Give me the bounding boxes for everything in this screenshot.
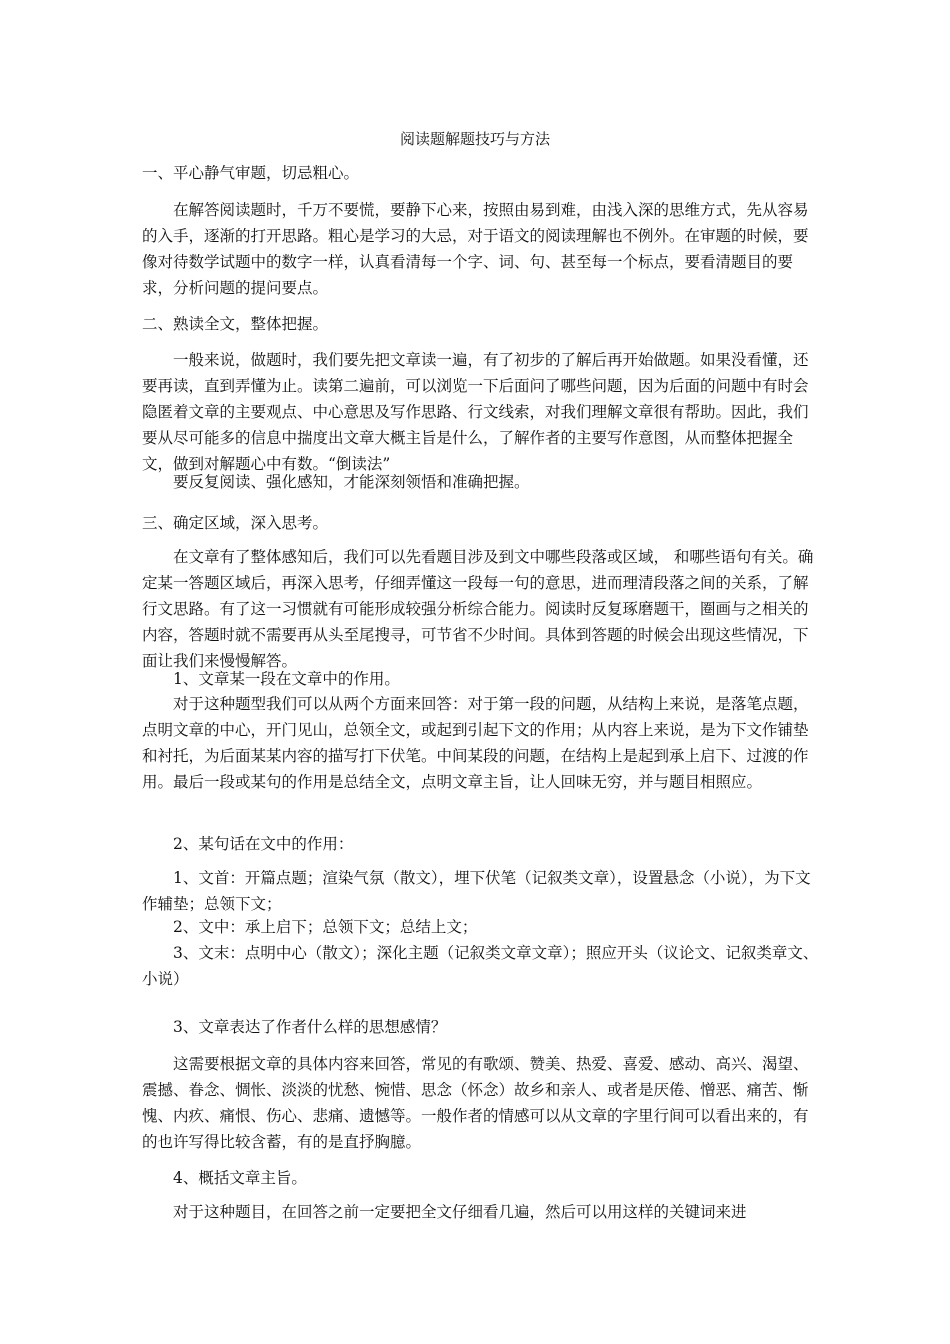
question-2-item-2: 2、文中：承上启下；总领下文；总结上文； bbox=[173, 918, 478, 936]
section-1-heading: 一、平心静气审题，切忌粗心。 bbox=[142, 164, 360, 182]
document-title: 阅读题解题技巧与方法 bbox=[399, 130, 550, 148]
question-4-paragraph: 对于这种题目，在回答之前一定要把全文仔细看几遍，然后可以用这样的关键词来进 bbox=[173, 1203, 747, 1221]
section-3-paragraph: 在文章有了整体感知后，我们可以先看题目涉及到文中哪些段落或区域， 和哪些语句有关。确定某一答题区域后，再深入思考，仔细弄懂这一段每一句的意思，进而理清段落之间的关系，了解行文思路。有了这一习惯就有可能形成较强分析综合能力。阅读时反复琢磨题干，圈画与之相关的内容，答题时就不需要再从头至尾搜寻，可节省不少时间。具体到答题的时候会出现这些情况，下面让我们来慢慢解答。 bbox=[142, 548, 814, 670]
question-2-item-1: 1、文首：开篇点题；渲染气氛（散文），埋下伏笔（记叙类文章），设置悬念（小说），为下文作辅垫；总领下文； bbox=[142, 869, 811, 913]
question-2-item-3: 3、文末：点明中心（散文）；深化主题（记叙类文章文章）；照应开头（议论文、记叙类章文、小说） bbox=[142, 944, 819, 988]
question-4-heading: 4、概括文章主旨。 bbox=[173, 1169, 307, 1187]
section-2-paragraph-2: 要反复阅读、强化感知，才能深刻领悟和准确把握。 bbox=[173, 473, 530, 491]
question-3-paragraph: 这需要根据文章的具体内容来回答，常见的有歌颂、赞美、热爱、喜爱、感动、高兴、渴望、震撼、眷念、惆怅、淡淡的忧愁、惋惜、思念（怀念）故乡和亲人、或者是厌倦、憎恶、痛苦、惭愧、内疚、痛恨、伤心、悲痛、遗憾等。一般作者的情感可以从文章的字里行间可以看出来的，有的也许写得比较含蓄，有的是直抒胸臆。 bbox=[142, 1055, 809, 1151]
question-3-heading: 3、文章表达了作者什么样的思想感情？ bbox=[173, 1018, 447, 1036]
section-2-heading: 二、熟读全文，整体把握。 bbox=[142, 315, 329, 333]
question-1-heading: 1、文章某一段在文章中的作用。 bbox=[173, 670, 400, 688]
question-2-heading: 2、某句话在文中的作用： bbox=[173, 835, 354, 853]
section-1-paragraph: 在解答阅读题时，千万不要慌，要静下心来，按照由易到难，由浅入深的思维方式，先从容易的入手，逐渐的打开思路。粗心是学习的大忌，对于语文的阅读理解也不例外。在审题的时候，要像对待数学试题中的数字一样，认真看清每一个字、词、句、甚至每一个标点，要看清题目的要求，分析问题的提问要点。 bbox=[142, 201, 809, 297]
section-2-paragraph-1: 一般来说，做题时，我们要先把文章读一遍，有了初步的了解后再开始做题。如果没看懂，还要再读，直到弄懂为止。读第二遍前，可以浏览一下后面问了哪些问题，因为后面的问题中有时会隐匿着文章的主要观点、中心意思及写作思路、行文线索，对我们理解文章很有帮助。因此，我们要从尽可能多的信息中揣度出文章大概主旨是什么，了解作者的主要写作意图，从而整体把握全文，做到对解题心中有数。“倒读法” bbox=[142, 351, 809, 473]
section-3-heading: 三、确定区域，深入思考。 bbox=[142, 514, 329, 532]
question-1-paragraph: 对于这种题型我们可以从两个方面来回答：对于第一段的问题，从结构上来说，是落笔点题，点明文章的中心，开门见山，总领全文，或起到引起下文的作用；从内容上来说，是为下文作铺垫和衬托，为后面某某内容的描写打下伏笔。中间某段的问题，在结构上是起到承上启下、过渡的作用。最后一段或某句的作用是总结全文，点明文章主旨，让人回味无穷，并与题目相照应。 bbox=[142, 695, 809, 791]
